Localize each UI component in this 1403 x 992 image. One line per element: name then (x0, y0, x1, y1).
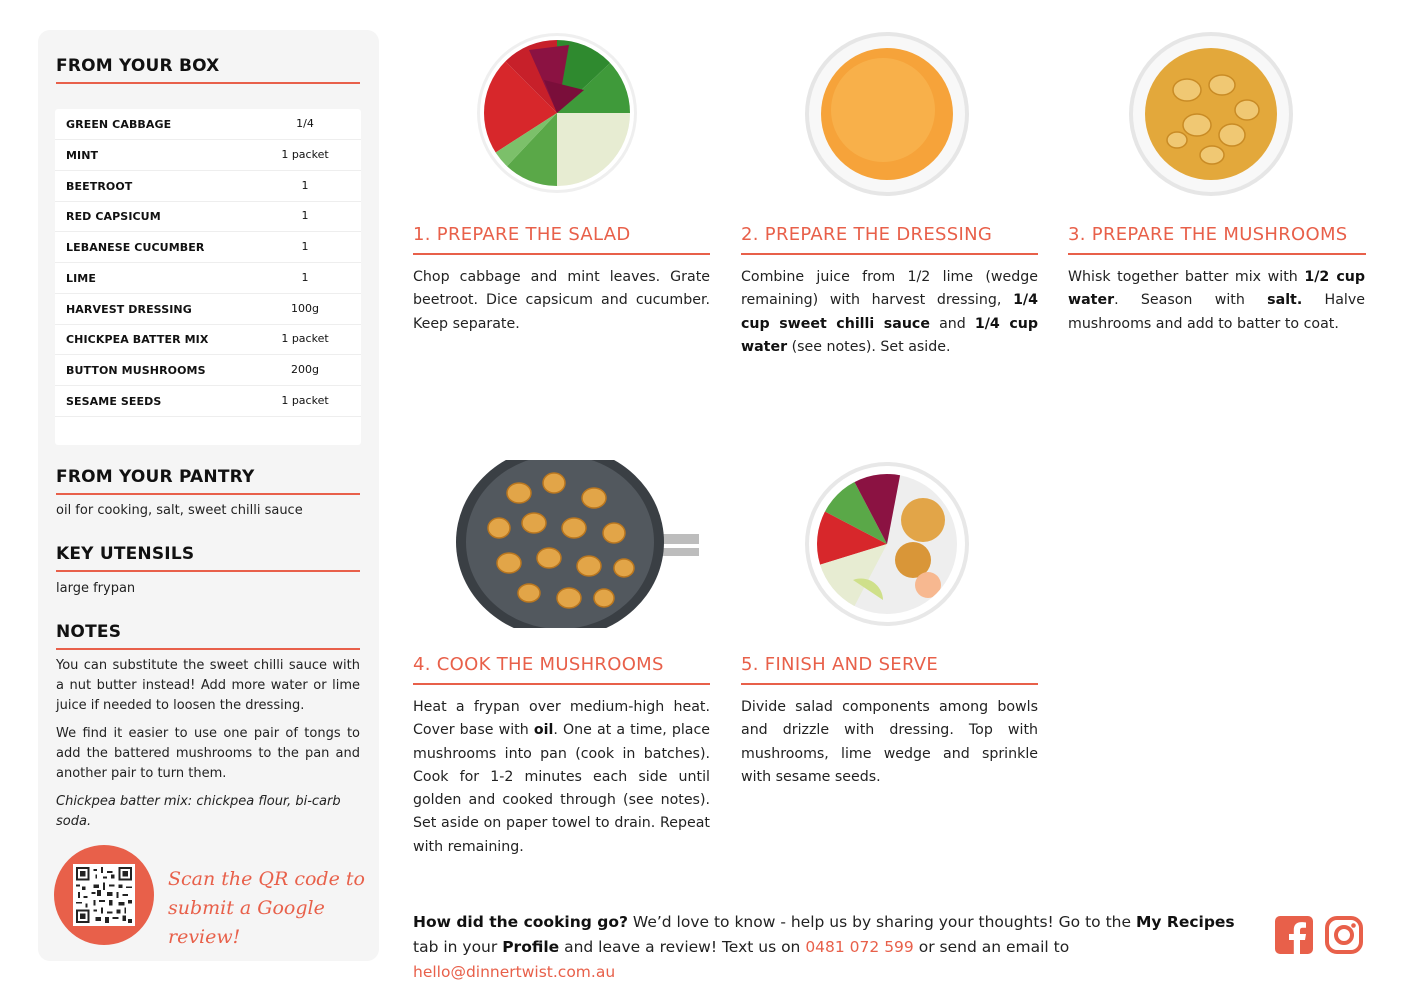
battered-mushrooms-photo (1127, 30, 1295, 198)
step-text-bold: 1/4 cup sweet chilli sauce (741, 292, 1038, 332)
step-text-segment: (see notes). Set aside. (787, 338, 951, 355)
step-text-bold: 1/2 cup water (1068, 269, 1366, 309)
qr-caption-line: Scan the QR code to (168, 868, 365, 890)
heading-rule (56, 82, 360, 84)
step-3-text (1068, 266, 1365, 336)
review-prompt (413, 910, 1263, 985)
step-5-title: 5. FINISH AND SERVE (741, 654, 939, 675)
ingredient-qty: 200g (291, 363, 319, 376)
ingredient-row (55, 386, 361, 417)
step-text-segment: Combine juice from 1/2 lime (wedge remaining) with harvest dressing, (741, 269, 1038, 309)
notes-paragraph: You can substitute the sweet chilli sauce with a nut butter instead! Add more water or lime juice if needed to loosen the dressing. (56, 658, 360, 713)
step-4-text (413, 696, 710, 859)
instagram-icon[interactable] (1325, 916, 1363, 954)
qr-code[interactable] (73, 864, 135, 926)
heading-rule (56, 648, 360, 650)
ingredient-row (55, 324, 361, 355)
email-link[interactable]: hello@dinnertwist.com.au (413, 963, 616, 981)
ingredient-qty: 1 packet (281, 148, 329, 161)
step-text-segment: Chop cabbage and mint leaves. Grate beetroot. Dice capsicum and cucumber. Keep separate. (413, 269, 710, 332)
step-text-bold: salt. (1267, 292, 1303, 309)
qr-caption (168, 865, 368, 952)
ingredient-qty: 1 (301, 240, 309, 253)
ingredient-qty: 1/4 (296, 117, 314, 130)
footer-text: or send an email to (913, 938, 1070, 956)
ingredient-qty: 1 (301, 271, 309, 284)
ingredient-row (55, 109, 361, 140)
ingredients-table (55, 109, 361, 445)
step-text-bold: oil (533, 722, 554, 739)
ingredient-name: SESAME SEEDS (66, 395, 162, 408)
ingredient-name: LIME (66, 272, 96, 285)
step-rule (741, 253, 1038, 255)
ingredient-qty: 1 packet (281, 332, 329, 345)
step-text-segment: . One at a time, place mushrooms into pan (cook in batches). Cook for 1-2 minutes each side until golden and cooked through (see notes). Set aside on paper towel to drain. Repeat with remaining. (413, 722, 710, 855)
from-your-pantry-heading: FROM YOUR PANTRY (56, 467, 255, 487)
footer-bold: Profile (502, 938, 560, 956)
ingredient-row (55, 294, 361, 325)
step-rule (741, 683, 1038, 685)
from-your-box-heading: FROM YOUR BOX (56, 56, 220, 76)
phone-link[interactable]: 0481 072 599 (805, 938, 914, 956)
step-2-text (741, 266, 1038, 359)
step-5-text (741, 696, 1038, 789)
step-rule (413, 253, 710, 255)
footer-text: and leave a review! Text us on (559, 938, 806, 956)
sidebar (38, 30, 379, 961)
step-rule (1068, 253, 1366, 255)
step-3-title: 3. PREPARE THE MUSHROOMS (1068, 224, 1348, 245)
step-text-segment: . Season with (1114, 292, 1268, 309)
step-4-title: 4. COOK THE MUSHROOMS (413, 654, 664, 675)
ingredient-row (55, 171, 361, 202)
salad-plate-photo (474, 30, 640, 196)
notes-paragraph: We find it easier to use one pair of tongs to add the battered mushrooms to the pan and another pair to turn them. (56, 726, 360, 781)
footer-bold: How did the cooking go? (413, 913, 628, 931)
ingredient-name: BEETROOT (66, 180, 133, 193)
step-2-title: 2. PREPARE THE DRESSING (741, 224, 993, 245)
ingredient-name: MINT (66, 149, 99, 162)
heading-rule (56, 570, 360, 572)
ingredient-name: GREEN CABBAGE (66, 118, 172, 131)
utensils-text: large frypan (56, 581, 136, 596)
footer-text: We’d love to know - help us by sharing your thoughts! Go to the (627, 913, 1136, 931)
ingredient-name: RED CAPSICUM (66, 210, 161, 223)
pantry-text: oil for cooking, salt, sweet chilli sauce (56, 503, 303, 518)
ingredient-name: LEBANESE CUCUMBER (66, 241, 205, 254)
ingredient-name: BUTTON MUSHROOMS (66, 364, 206, 377)
dressing-bowl-photo (803, 30, 971, 198)
key-utensils-heading: KEY UTENSILS (56, 544, 195, 564)
step-text-segment: Heat a frypan over medium-high heat. Cover base with (413, 699, 710, 739)
ingredient-qty: 1 (301, 179, 309, 192)
finished-bowl-photo (803, 460, 971, 628)
ingredient-row (55, 140, 361, 171)
ingredient-qty: 100g (291, 302, 319, 315)
ingredient-row (55, 232, 361, 263)
heading-rule (56, 493, 360, 495)
step-1-text (413, 266, 710, 336)
step-text-segment: Whisk together batter mix with (1068, 269, 1305, 285)
ingredient-qty: 1 (301, 209, 309, 222)
notes-heading: NOTES (56, 622, 122, 642)
step-1-title: 1. PREPARE THE SALAD (413, 224, 631, 245)
footer-text: tab in your (413, 938, 503, 956)
facebook-icon[interactable] (1275, 916, 1313, 954)
step-text-segment: Divide salad components among bowls and drizzle with dressing. Top with mushrooms, lime wedge and sprinkle with sesame seeds. (741, 699, 1038, 785)
ingredient-row (55, 355, 361, 386)
ingredient-name: CHICKPEA BATTER MIX (66, 333, 209, 346)
step-text-segment: and (929, 315, 975, 332)
ingredient-qty: 1 packet (281, 394, 329, 407)
step-rule (413, 683, 710, 685)
ingredient-row (55, 263, 361, 294)
ingredient-row (55, 201, 361, 232)
notes-italic: Chickpea batter mix: chickpea flour, bi-carb soda. (56, 794, 341, 829)
step-text-segment: Halve mushrooms and add to batter to coat. (1068, 292, 1365, 332)
qr-code-badge[interactable] (54, 845, 154, 945)
ingredient-name: HARVEST DRESSING (66, 303, 192, 316)
footer-bold: My Recipes (1135, 913, 1235, 931)
frypan-photo (454, 458, 704, 628)
step-text-bold: 1/4 cup water (741, 315, 1038, 355)
qr-caption-line: submit a Google review! (168, 897, 325, 948)
